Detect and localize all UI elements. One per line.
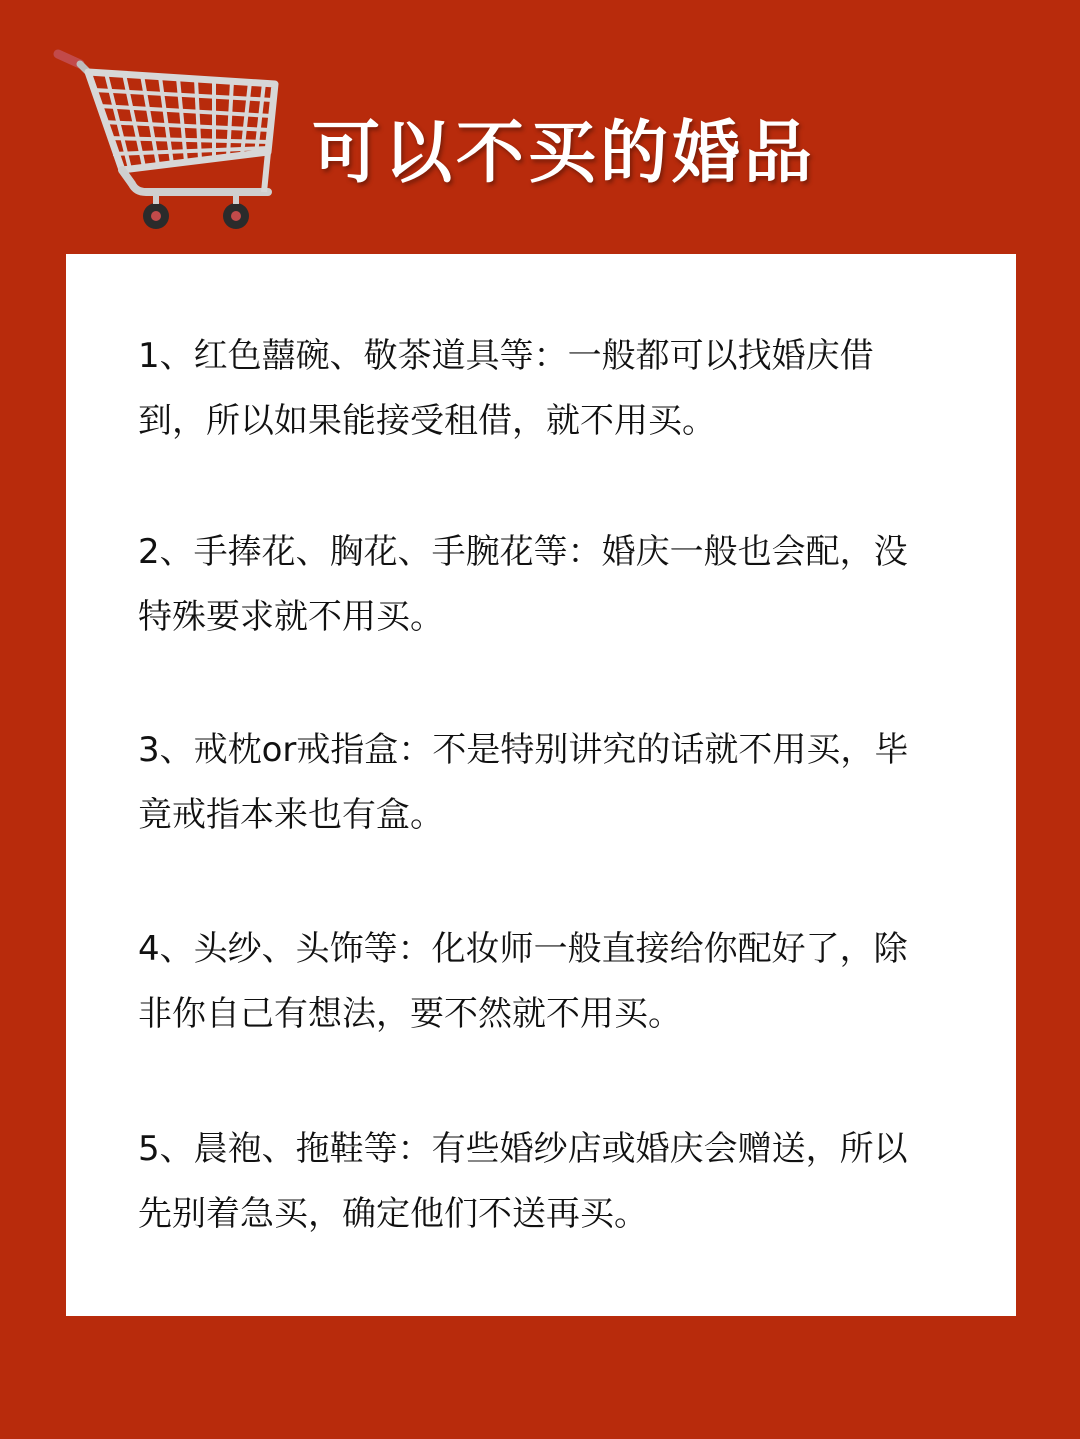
list-item: 3、戒枕or戒指盒：不是特别讲究的话就不用买，毕竟戒指本来也有盒。 [138,730,909,835]
list-item: 1、红色囍碗、敬茶道具等：一般都可以找婚庆借到，所以如果能接受租借，就不用买。 [138,336,874,441]
header [0,0,1080,250]
shopping-cart-icon [50,42,290,242]
list-item: 2、手捧花、胸花、手腕花等：婚庆一般也会配，没特殊要求就不用买。 [138,532,908,637]
content-card [66,254,1016,1316]
page-title: 可以不买的婚品 [312,114,817,193]
list-item: 5、晨袍、拖鞋等：有些婚纱店或婚庆会赠送，所以先别着急买，确定他们不送再买。 [138,1129,908,1234]
list-item: 4、头纱、头饰等：化妆师一般直接给你配好了，除非你自己有想法，要不然就不用买。 [138,929,908,1034]
